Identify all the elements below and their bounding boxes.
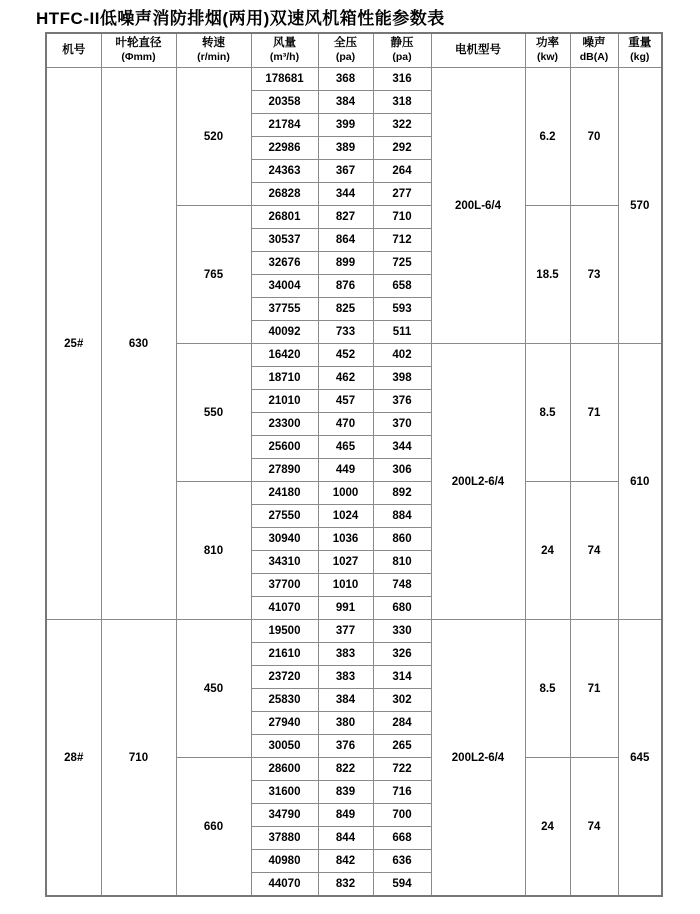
col-header-label: 机号 — [62, 43, 86, 56]
col-header-unit: (Φmm) — [121, 51, 156, 64]
static-pressure-cell: 658 — [373, 275, 431, 298]
static-pressure-cell: 292 — [373, 137, 431, 160]
total-pressure-cell: 849 — [318, 804, 373, 827]
power-cell: 24 — [525, 758, 570, 897]
air-volume-cell: 22986 — [251, 137, 318, 160]
col-header-label: 重量 — [628, 37, 652, 50]
total-pressure-cell: 368 — [318, 68, 373, 91]
air-volume-cell: 28600 — [251, 758, 318, 781]
air-volume-cell: 34790 — [251, 804, 318, 827]
col-header-unit: (kg) — [630, 51, 650, 64]
static-pressure-cell: 370 — [373, 413, 431, 436]
motor-model-cell: 200L2-6/4 — [431, 620, 525, 897]
total-pressure-cell: 344 — [318, 183, 373, 206]
speed-cell: 660 — [176, 758, 251, 897]
fan-spec-table — [45, 32, 663, 897]
speed-cell: 765 — [176, 206, 251, 344]
total-pressure-cell: 452 — [318, 344, 373, 367]
air-volume-cell: 34310 — [251, 551, 318, 574]
total-pressure-cell: 842 — [318, 850, 373, 873]
col-header-label: 叶轮直径 — [115, 37, 162, 50]
col-header-unit: (r/min) — [197, 51, 230, 64]
total-pressure-cell: 367 — [318, 160, 373, 183]
air-volume-cell: 37880 — [251, 827, 318, 850]
air-volume-cell: 34004 — [251, 275, 318, 298]
static-pressure-cell: 284 — [373, 712, 431, 735]
total-pressure-cell: 380 — [318, 712, 373, 735]
noise-cell: 74 — [570, 758, 618, 897]
air-volume-cell: 26828 — [251, 183, 318, 206]
col-header-machine-no — [46, 33, 101, 68]
weight-cell: 570 — [618, 68, 662, 344]
static-pressure-cell: 326 — [373, 643, 431, 666]
col-header-unit: (pa) — [392, 51, 412, 64]
air-volume-cell: 25600 — [251, 436, 318, 459]
weight-cell: 610 — [618, 344, 662, 620]
air-volume-cell: 19500 — [251, 620, 318, 643]
col-header-noise — [570, 33, 618, 68]
page-title: HTFC-II低噪声消防排烟(两用)双速风机箱性能参数表 — [36, 9, 445, 28]
impeller-diameter-cell: 710 — [101, 620, 176, 897]
total-pressure-cell: 457 — [318, 390, 373, 413]
total-pressure-cell: 377 — [318, 620, 373, 643]
speed-cell: 810 — [176, 482, 251, 620]
static-pressure-cell: 860 — [373, 528, 431, 551]
static-pressure-cell: 318 — [373, 91, 431, 114]
static-pressure-cell: 316 — [373, 68, 431, 91]
static-pressure-cell: 710 — [373, 206, 431, 229]
air-volume-cell: 31600 — [251, 781, 318, 804]
total-pressure-cell: 383 — [318, 643, 373, 666]
noise-cell: 73 — [570, 206, 618, 344]
col-header-unit: (m³/h) — [269, 51, 300, 64]
total-pressure-cell: 832 — [318, 873, 373, 897]
total-pressure-cell: 384 — [318, 91, 373, 114]
static-pressure-cell: 884 — [373, 505, 431, 528]
static-pressure-cell: 511 — [373, 321, 431, 344]
static-pressure-cell: 402 — [373, 344, 431, 367]
col-header-unit: (kw) — [537, 51, 558, 64]
speed-cell: 550 — [176, 344, 251, 482]
col-header-power — [525, 33, 570, 68]
air-volume-cell: 27890 — [251, 459, 318, 482]
col-header-weight — [618, 33, 662, 68]
air-volume-cell: 40980 — [251, 850, 318, 873]
air-volume-cell: 26801 — [251, 206, 318, 229]
impeller-diameter-cell: 630 — [101, 68, 176, 620]
air-volume-cell: 30940 — [251, 528, 318, 551]
air-volume-cell: 18710 — [251, 367, 318, 390]
noise-cell: 74 — [570, 482, 618, 620]
static-pressure-cell: 593 — [373, 298, 431, 321]
table-body — [46, 68, 662, 897]
static-pressure-cell: 398 — [373, 367, 431, 390]
machine-no-cell: 28# — [46, 620, 101, 897]
air-volume-cell: 20358 — [251, 91, 318, 114]
static-pressure-cell: 594 — [373, 873, 431, 897]
static-pressure-cell: 700 — [373, 804, 431, 827]
total-pressure-cell: 1027 — [318, 551, 373, 574]
col-header-motor-model — [431, 33, 525, 68]
static-pressure-cell: 748 — [373, 574, 431, 597]
air-volume-cell: 23300 — [251, 413, 318, 436]
total-pressure-cell: 822 — [318, 758, 373, 781]
total-pressure-cell: 389 — [318, 137, 373, 160]
total-pressure-cell: 462 — [318, 367, 373, 390]
air-volume-cell: 23720 — [251, 666, 318, 689]
noise-cell: 71 — [570, 344, 618, 482]
air-volume-cell: 30537 — [251, 229, 318, 252]
table-row — [46, 68, 662, 91]
col-header-total-pressure — [318, 33, 373, 68]
static-pressure-cell: 314 — [373, 666, 431, 689]
col-header-label: 静压 — [390, 37, 414, 50]
air-volume-cell: 178681 — [251, 68, 318, 91]
col-header-label: 全压 — [334, 37, 357, 50]
total-pressure-cell: 844 — [318, 827, 373, 850]
speed-cell: 520 — [176, 68, 251, 206]
total-pressure-cell: 1024 — [318, 505, 373, 528]
col-header-unit: (pa) — [335, 51, 356, 64]
col-header-label: 风量 — [273, 37, 296, 50]
static-pressure-cell: 376 — [373, 390, 431, 413]
static-pressure-cell: 302 — [373, 689, 431, 712]
total-pressure-cell: 1010 — [318, 574, 373, 597]
static-pressure-cell: 716 — [373, 781, 431, 804]
col-header-label: 功率 — [536, 37, 559, 50]
air-volume-cell: 37700 — [251, 574, 318, 597]
total-pressure-cell: 991 — [318, 597, 373, 620]
air-volume-cell: 27940 — [251, 712, 318, 735]
noise-cell: 71 — [570, 620, 618, 758]
total-pressure-cell: 470 — [318, 413, 373, 436]
speed-cell: 450 — [176, 620, 251, 758]
power-cell: 18.5 — [525, 206, 570, 344]
static-pressure-cell: 725 — [373, 252, 431, 275]
air-volume-cell: 44070 — [251, 873, 318, 897]
total-pressure-cell: 876 — [318, 275, 373, 298]
total-pressure-cell: 1000 — [318, 482, 373, 505]
static-pressure-cell: 810 — [373, 551, 431, 574]
total-pressure-cell: 825 — [318, 298, 373, 321]
total-pressure-cell: 839 — [318, 781, 373, 804]
air-volume-cell: 21784 — [251, 114, 318, 137]
power-cell: 8.5 — [525, 620, 570, 758]
weight-cell: 645 — [618, 620, 662, 897]
machine-no-cell: 25# — [46, 68, 101, 620]
static-pressure-cell: 712 — [373, 229, 431, 252]
power-cell: 6.2 — [525, 68, 570, 206]
static-pressure-cell: 680 — [373, 597, 431, 620]
col-header-speed — [176, 33, 251, 68]
static-pressure-cell: 344 — [373, 436, 431, 459]
static-pressure-cell: 636 — [373, 850, 431, 873]
noise-cell: 70 — [570, 68, 618, 206]
air-volume-cell: 21010 — [251, 390, 318, 413]
motor-model-cell: 200L2-6/4 — [431, 344, 525, 620]
air-volume-cell: 40092 — [251, 321, 318, 344]
total-pressure-cell: 383 — [318, 666, 373, 689]
air-volume-cell: 21610 — [251, 643, 318, 666]
air-volume-cell: 27550 — [251, 505, 318, 528]
static-pressure-cell: 892 — [373, 482, 431, 505]
table-header — [46, 33, 662, 68]
air-volume-cell: 37755 — [251, 298, 318, 321]
air-volume-cell: 32676 — [251, 252, 318, 275]
static-pressure-cell: 322 — [373, 114, 431, 137]
col-header-static-pressure — [373, 33, 431, 68]
col-header-air-volume — [251, 33, 318, 68]
col-header-label: 转速 — [202, 37, 225, 50]
static-pressure-cell: 668 — [373, 827, 431, 850]
static-pressure-cell: 264 — [373, 160, 431, 183]
total-pressure-cell: 376 — [318, 735, 373, 758]
col-header-label: 噪声 — [582, 37, 606, 50]
static-pressure-cell: 306 — [373, 459, 431, 482]
air-volume-cell: 41070 — [251, 597, 318, 620]
motor-model-cell: 200L-6/4 — [431, 68, 525, 344]
static-pressure-cell: 722 — [373, 758, 431, 781]
power-cell: 8.5 — [525, 344, 570, 482]
static-pressure-cell: 265 — [373, 735, 431, 758]
total-pressure-cell: 384 — [318, 689, 373, 712]
total-pressure-cell: 864 — [318, 229, 373, 252]
air-volume-cell: 30050 — [251, 735, 318, 758]
total-pressure-cell: 399 — [318, 114, 373, 137]
total-pressure-cell: 827 — [318, 206, 373, 229]
static-pressure-cell: 330 — [373, 620, 431, 643]
air-volume-cell: 25830 — [251, 689, 318, 712]
static-pressure-cell: 277 — [373, 183, 431, 206]
air-volume-cell: 24180 — [251, 482, 318, 505]
air-volume-cell: 16420 — [251, 344, 318, 367]
col-header-label: 电机型号 — [455, 43, 501, 56]
total-pressure-cell: 465 — [318, 436, 373, 459]
table-row — [46, 620, 662, 643]
power-cell: 24 — [525, 482, 570, 620]
col-header-impeller-diameter — [101, 33, 176, 68]
total-pressure-cell: 1036 — [318, 528, 373, 551]
total-pressure-cell: 899 — [318, 252, 373, 275]
header-row — [46, 33, 662, 68]
col-header-unit: dB(A) — [579, 51, 609, 64]
total-pressure-cell: 733 — [318, 321, 373, 344]
total-pressure-cell: 449 — [318, 459, 373, 482]
air-volume-cell: 24363 — [251, 160, 318, 183]
